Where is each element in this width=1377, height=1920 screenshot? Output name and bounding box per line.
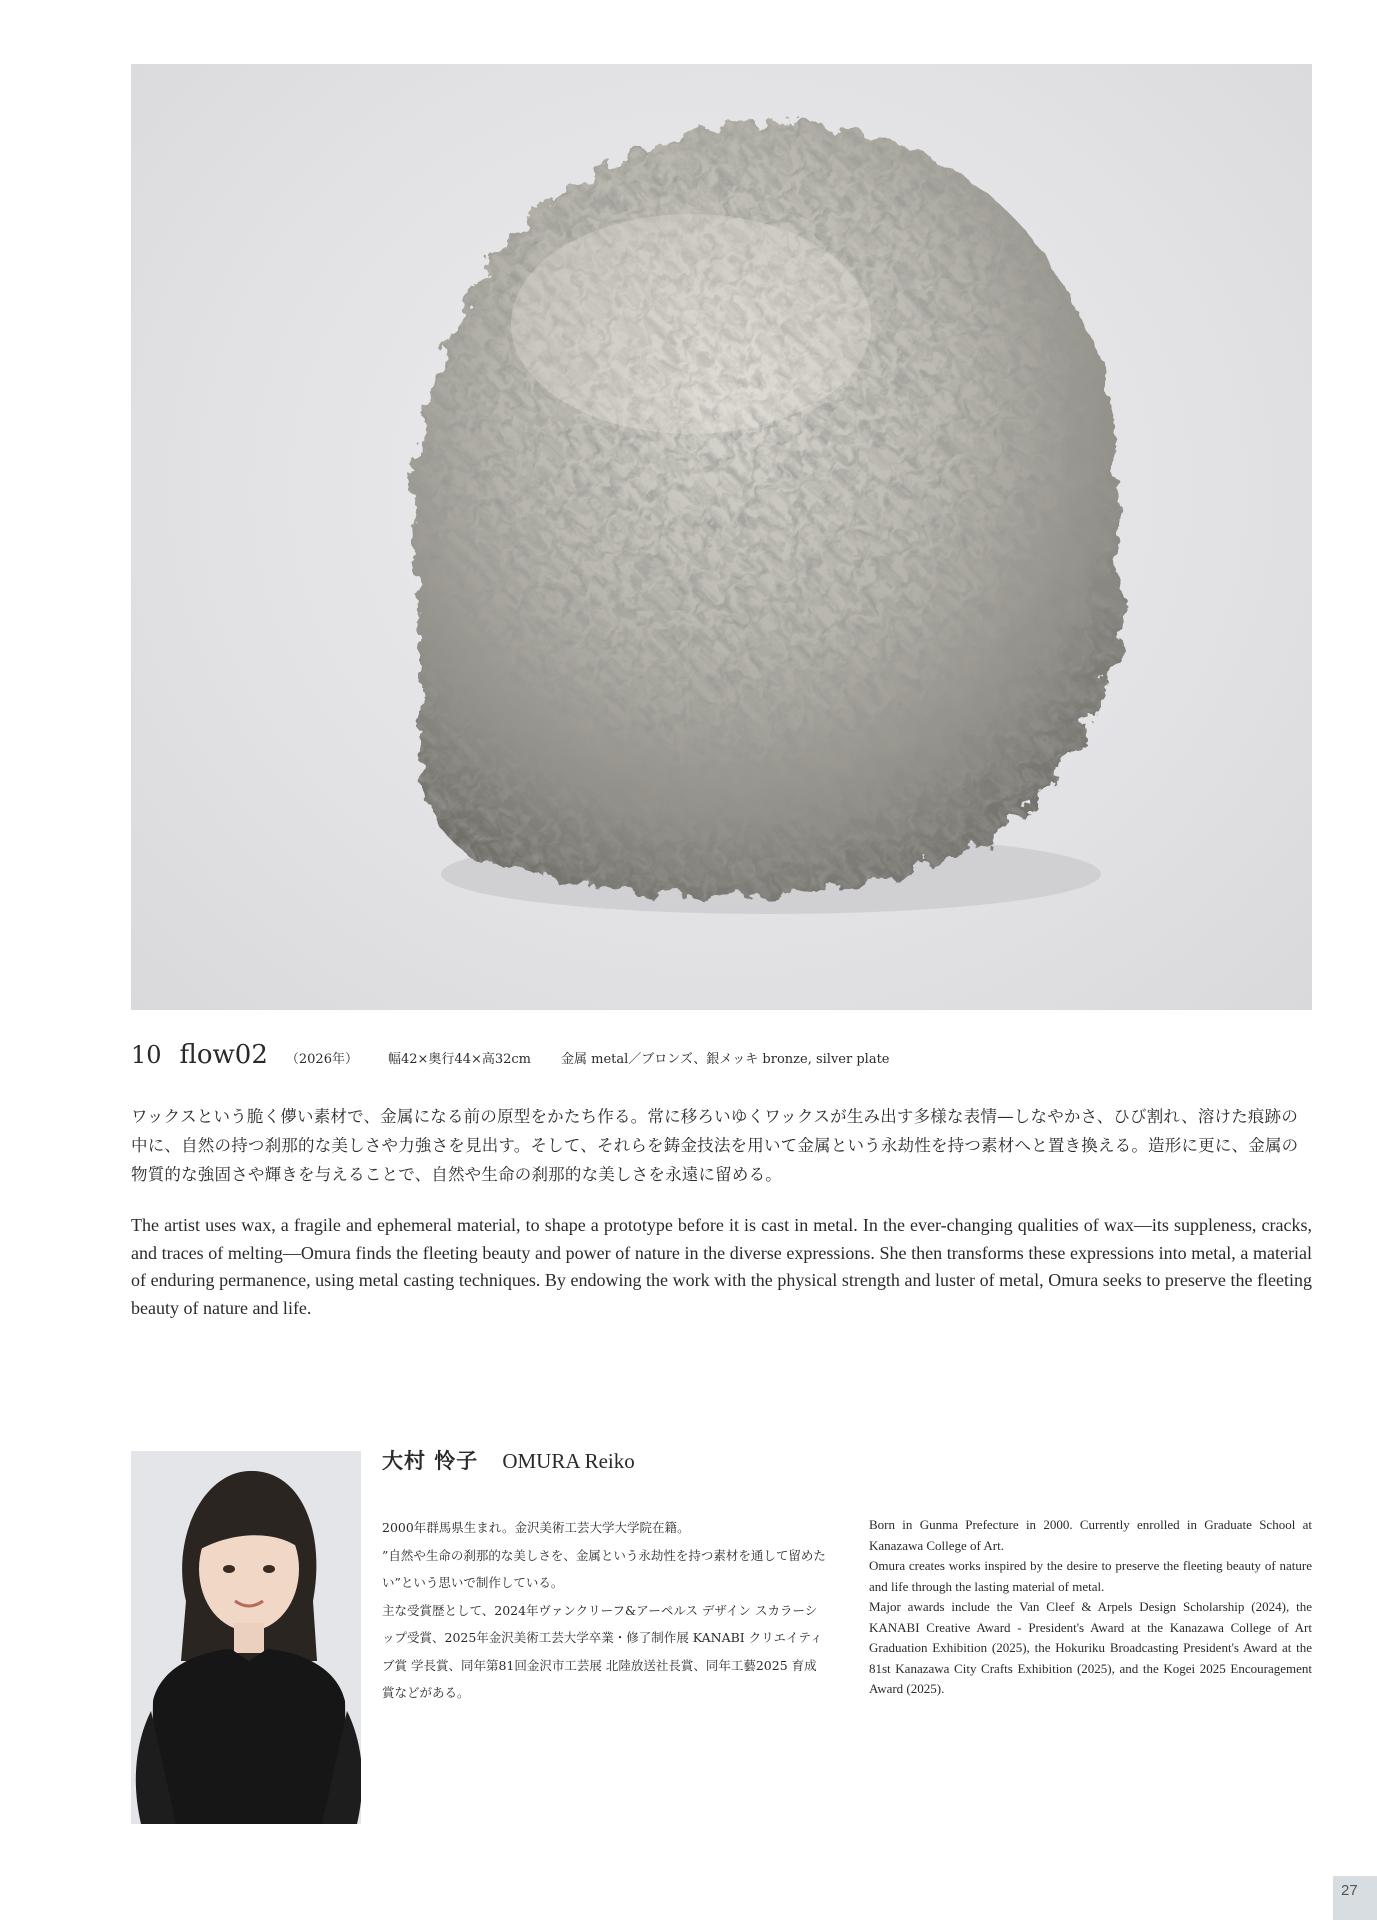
bio-en-paragraph: Omura creates works inspired by the desire to preserve the fleeting beauty of nature and life through the lasting material of metal. xyxy=(869,1558,1312,1594)
bio-ja-paragraph: ”自然や生命の刹那的な美しさを、金属という永劫性を持つ素材を通して留めたい”という思いで制作している。 xyxy=(382,1547,826,1590)
artist-name-english: OMURA Reiko xyxy=(502,1449,635,1473)
work-title: flow02 xyxy=(179,1040,268,1070)
work-caption xyxy=(131,1040,1312,1080)
page-number: 27 xyxy=(1333,1876,1377,1920)
artist-name-japanese: 大村 怜子 xyxy=(382,1448,479,1473)
bio-ja-paragraph: 主な受賞歴として、2024年ヴァンクリーフ&アーペルス デザイン スカラーシップ受賞、2025年金沢美術工芸大学卒業・修了制作展 KANABI クリエイティブ賞 学長賞、同年第81回金沢市工芸展 北陸放送社長賞、同年工藝2025 育成賞などがある。 xyxy=(382,1602,823,1700)
bio-ja-paragraph: 2000年群馬県生まれ。金沢美術工芸大学大学院在籍。 xyxy=(382,1520,690,1535)
artist-name xyxy=(382,1445,635,1485)
artist-portrait xyxy=(131,1451,361,1824)
artwork-photo xyxy=(131,64,1312,1010)
description-japanese: ワックスという脆く儚い素材で、金属になる前の原型をかたち作る。常に移ろいゆくワックスが生み出す多様な表情—しなやかさ、ひび割れ、溶けた痕跡の中に、自然の持つ刹那的な美しさや力強さを見出す。そして、それらを鋳金技法を用いて金属という永劫性を持つ素材へと置き換える。造形に更に、金属の物質的な強固さや輝きを与えることで、自然や生命の刹那的な美しさを永遠に留める。 xyxy=(131,1107,1299,1184)
artist-bio-english xyxy=(869,1515,1312,1700)
description-english: The artist uses wax, a fragile and ephemeral material, to shape a prototype before it is cast in metal. In the ever-changing qualities of wax—its suppleness, cracks, and traces of melting—Omura finds the fleeting beauty and power of nature in the diverse expressions. She then transforms these expressions into metal, a material of enduring permanence, using metal casting techniques. By endowing the work with the physical strength and luster of metal, Omura seeks to preserve the fleeting beauty of nature and life. xyxy=(131,1215,1312,1318)
bio-en-paragraph: Born in Gunma Prefecture in 2000. Currently enrolled in Graduate School at Kanazawa College of Art. xyxy=(869,1517,1312,1553)
artist-bio-japanese xyxy=(382,1514,828,1707)
work-number: 10 xyxy=(131,1041,162,1069)
work-material: 金属 metal／ブロンズ、銀メッキ bronze, silver plate xyxy=(561,1052,890,1067)
work-year: （2026年） xyxy=(285,1052,358,1067)
work-dimensions: 幅42×奥行44×高32cm xyxy=(387,1052,532,1067)
bio-en-paragraph: Major awards include the Van Cleef & Arpels Design Scholarship (2024), the KANABI Creative Award - President's Award at the Kanazawa College of Art Graduation Exhibition (2025), the Hokuriku Broadcasting President's Award at the 81st Kanazawa City Crafts Exhibition (2025), and the Kogei 2025 Encouragement Award (2025). xyxy=(869,1599,1312,1696)
